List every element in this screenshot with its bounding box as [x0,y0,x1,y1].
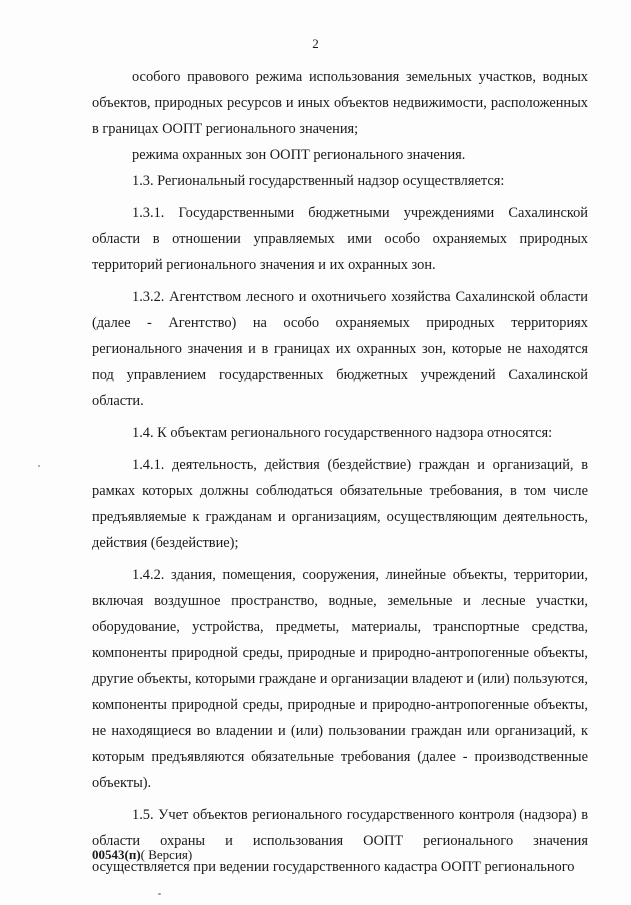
scan-speck [158,893,161,895]
paragraph-1-4: 1.4. К объектам регионального государственного надзора относятся: [132,425,553,441]
paragraph-1-5: 1.5. Учет объектов регионального государственного контроля (надзора) в области охраны и использования ООПТ регионального значения осуществляется при ведении государственного кадастра ООПТ регионального [92,807,588,875]
paragraph-regime-zones: режима охранных зон ООПТ регионального значения. [132,147,466,163]
paragraph-1-3-1: 1.3.1. Государственными бюджетными учреждениями Сахалинской области в отношении управляемых ими особо охраняемых природных территорий регионального значения и их охранных зон. [92,205,588,273]
paragraph-1-3: 1.3. Региональный государственный надзор осуществляется: [132,173,505,189]
document-version: ( Версия) [140,847,193,862]
paragraph-1-3-2: 1.3.2. Агентством лесного и охотничьего хозяйства Сахалинской области (далее - Агентство) на особо охраняемых природных территориях регионального значения и в границах их охранных зон, которые не находятся под управлением государственных бюджетных учреждений Сахалинской области. [92,289,588,409]
page-number: 2 [312,36,319,51]
paragraph-1-4-2: 1.4.2. здания, помещения, сооружения, линейные объекты, территории, включая воздушное пространство, водные, земельные и лесные участки, оборудование, устройства, предметы, материалы, транспортные средства, компоненты природной среды, природные и природно-антропогенные объекты, другие объекты, которыми граждане и организации владеют и (или) пользуются, компоненты природной среды, природные и природно-антропогенные объекты, не находящиеся во владении и (или) пользовании граждан или организаций, к которым предъявляются обязательные требования (далее - производственные объекты). [92,567,588,791]
scan-speck [38,465,40,467]
paragraph-continuation: особого правового режима использования земельных участков, водных объектов, природных ресурсов и иных объектов недвижимости, расположенных в границах ООПТ регионального значения; [92,69,588,137]
paragraph-1-4-1: 1.4.1. деятельность, действия (бездействие) граждан и организаций, в рамках которых должны соблюдаться обязательные требования, в том числе предъявляемые к гражданам и организациям, осуществляющим деятельность, действия (бездействие); [92,457,588,551]
document-footer [92,847,192,863]
document-body [92,64,588,880]
document-code: 00543(п) [92,847,141,862]
